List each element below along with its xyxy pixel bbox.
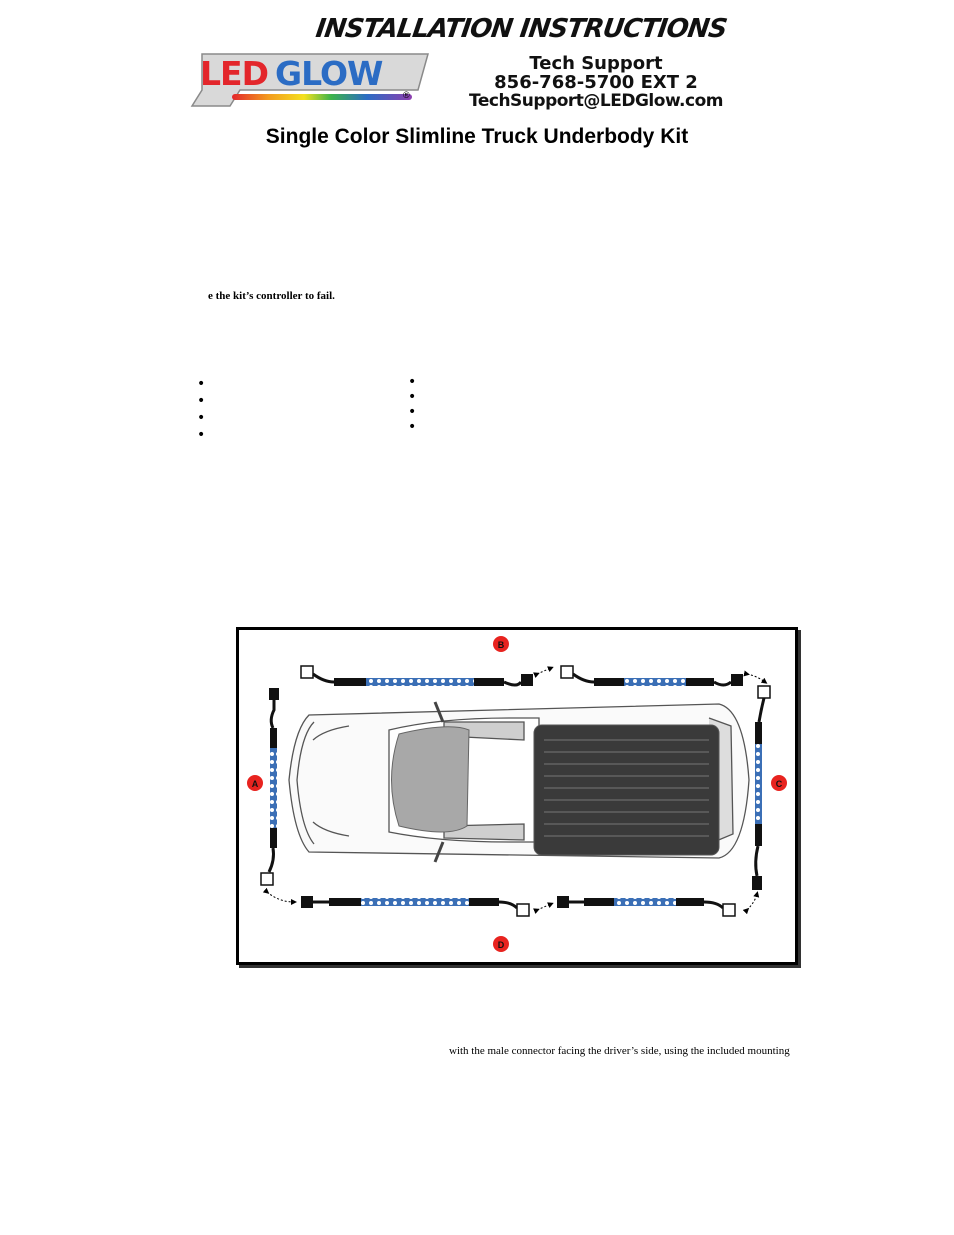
ledglow-logo [190, 52, 435, 110]
support-phone: 856-768-5700 EXT 2 [494, 72, 698, 93]
led-strip-d-right [557, 896, 735, 916]
marker-a [247, 775, 263, 791]
hood-shade [392, 727, 470, 832]
marker-c [771, 775, 787, 791]
svg-text:GLOW: GLOW [275, 54, 383, 93]
led-strip-d-left [301, 896, 529, 916]
support-email[interactable]: TechSupport@LEDGlow.com [469, 91, 723, 111]
marker-label-c: C [775, 779, 783, 789]
list-item [197, 414, 347, 431]
led-strip-c [752, 686, 770, 890]
marker-b [493, 636, 509, 652]
led-strip-a [261, 688, 279, 885]
marker-label-d: D [497, 940, 505, 950]
registered-mark: ® [403, 90, 410, 100]
list-item [197, 431, 347, 448]
list-item [408, 423, 558, 438]
svg-text:LED: LED [200, 54, 268, 93]
list-item [408, 378, 558, 393]
list-item [197, 397, 347, 414]
list-item [408, 408, 558, 423]
led-strip-b-right [561, 666, 743, 686]
marker-label-b: B [497, 640, 505, 650]
warning-text: e the kit’s controller to fail. [208, 290, 335, 302]
document-title: Single Color Slimline Truck Underbody Kit [265, 125, 689, 148]
marker-label-a: A [251, 779, 259, 789]
support-label: Tech Support [529, 53, 663, 74]
tech-support-block [462, 54, 730, 111]
bullet-list-right [408, 378, 558, 438]
installation-diagram [236, 627, 798, 965]
marker-d [493, 936, 509, 952]
list-item [197, 380, 347, 397]
header-title: INSTALLATION INSTRUCTIONS [313, 14, 729, 44]
bullet-list-left [197, 380, 347, 448]
truck-diagram-svg [239, 630, 795, 962]
list-item [408, 393, 558, 408]
ledglow-logo-graphic [190, 52, 435, 110]
body-text-fragment: with the male connector facing the driver’s side, using the included mounting [449, 1045, 790, 1057]
led-strip-b-left [301, 666, 533, 686]
